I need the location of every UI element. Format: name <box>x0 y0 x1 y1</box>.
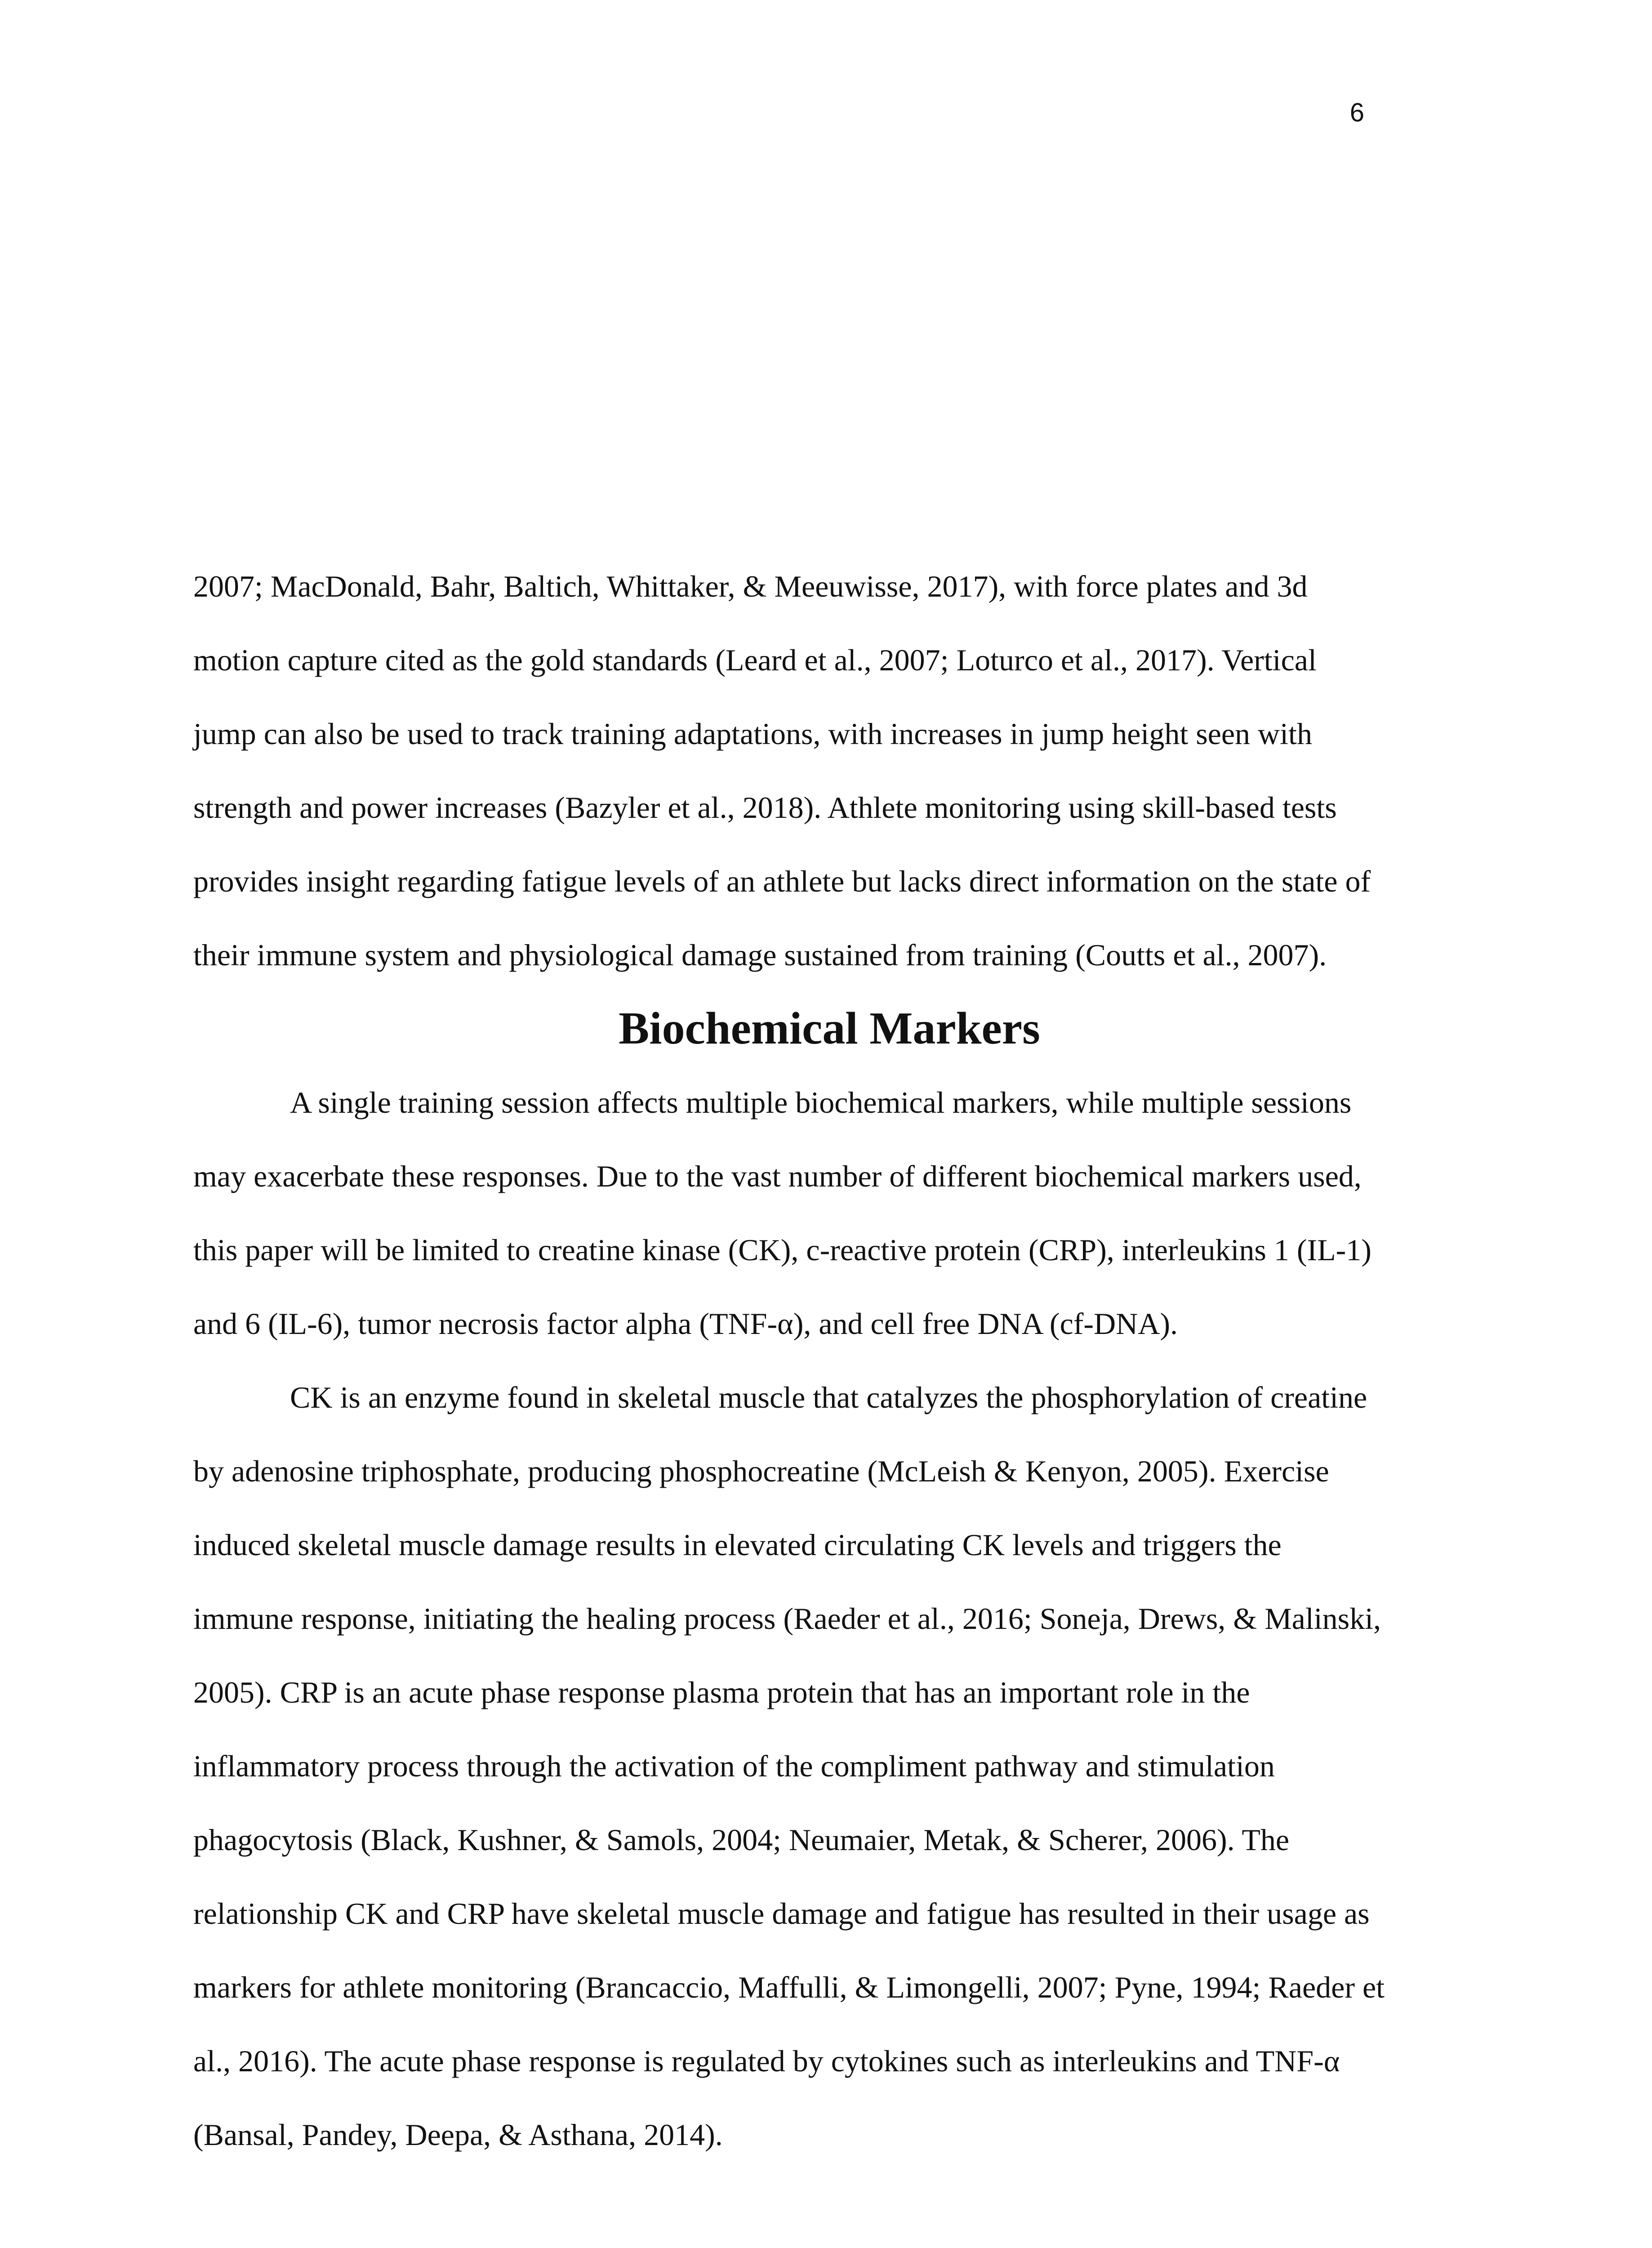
paragraph-continued <box>193 549 1465 992</box>
text-line: by adenosine triphosphate, producing phosphocreatine (McLeish & Kenyon, 2005). Exercise <box>193 1454 1329 1488</box>
text-line: phagocytosis (Black, Kushner, & Samols, 2004; Neumaier, Metak, & Scherer, 2006). The <box>193 1823 1290 1857</box>
text-line: immune response, initiating the healing process (Raeder et al., 2016; Soneja, Drews, & Malinski, <box>193 1601 1381 1636</box>
text-line: induced skeletal muscle damage results in elevated circulating CK levels and triggers the <box>193 1528 1282 1562</box>
text-line: may exacerbate these responses. Due to the vast number of different biochemical markers used, <box>193 1159 1362 1193</box>
text-line: CK is an enzyme found in skeletal muscle that catalyzes the phosphorylation of creatine <box>290 1380 1367 1414</box>
text-line: jump can also be used to track training adaptations, with increases in jump height seen with <box>193 717 1312 751</box>
section-heading: Biochemical Markers <box>619 1003 1040 1054</box>
text-line: al., 2016). The acute phase response is regulated by cytokines such as interleukins and TNF-α <box>193 2044 1340 2078</box>
text-line: 2007; MacDonald, Bahr, Baltich, Whittaker, & Meeuwisse, 2017), with force plates and 3d <box>193 569 1308 603</box>
text-line: 2005). CRP is an acute phase response plasma protein that has an important role in the <box>193 1675 1250 1709</box>
paragraph-ck-crp <box>193 1360 1465 2172</box>
text-line: strength and power increases (Bazyler et al., 2018). Athlete monitoring using skill-based tests <box>193 790 1337 825</box>
text-line: (Bansal, Pandey, Deepa, & Asthana, 2014). <box>193 2118 723 2152</box>
text-line: and 6 (IL-6), tumor necrosis factor alpha (TNF-α), and cell free DNA (cf-DNA). <box>193 1307 1178 1341</box>
text-line: inflammatory process through the activation of the compliment pathway and stimulation <box>193 1749 1275 1783</box>
text-line: their immune system and physiological damage sustained from training (Coutts et al., 2007). <box>193 938 1327 972</box>
page-number: 6 <box>1349 98 1364 127</box>
text-line: provides insight regarding fatigue levels of an athlete but lacks direct information on the state of <box>193 864 1371 898</box>
body-text <box>193 549 1465 2172</box>
text-line: relationship CK and CRP have skeletal muscle damage and fatigue has resulted in their usage as <box>193 1896 1370 1931</box>
text-line: motion capture cited as the gold standards (Leard et al., 2007; Loturco et al., 2017). Vertical <box>193 643 1317 677</box>
text-line: A single training session affects multiple biochemical markers, while multiple sessions <box>290 1085 1352 1120</box>
text-line: this paper will be limited to creatine kinase (CK), c-reactive protein (CRP), interleukins 1 (IL-1) <box>193 1233 1371 1267</box>
paragraph-biochemical-markers-intro <box>193 1066 1465 1360</box>
text-line: markers for athlete monitoring (Brancaccio, Maffulli, & Limongelli, 2007; Pyne, 1994; Raeder et <box>193 1970 1385 2004</box>
